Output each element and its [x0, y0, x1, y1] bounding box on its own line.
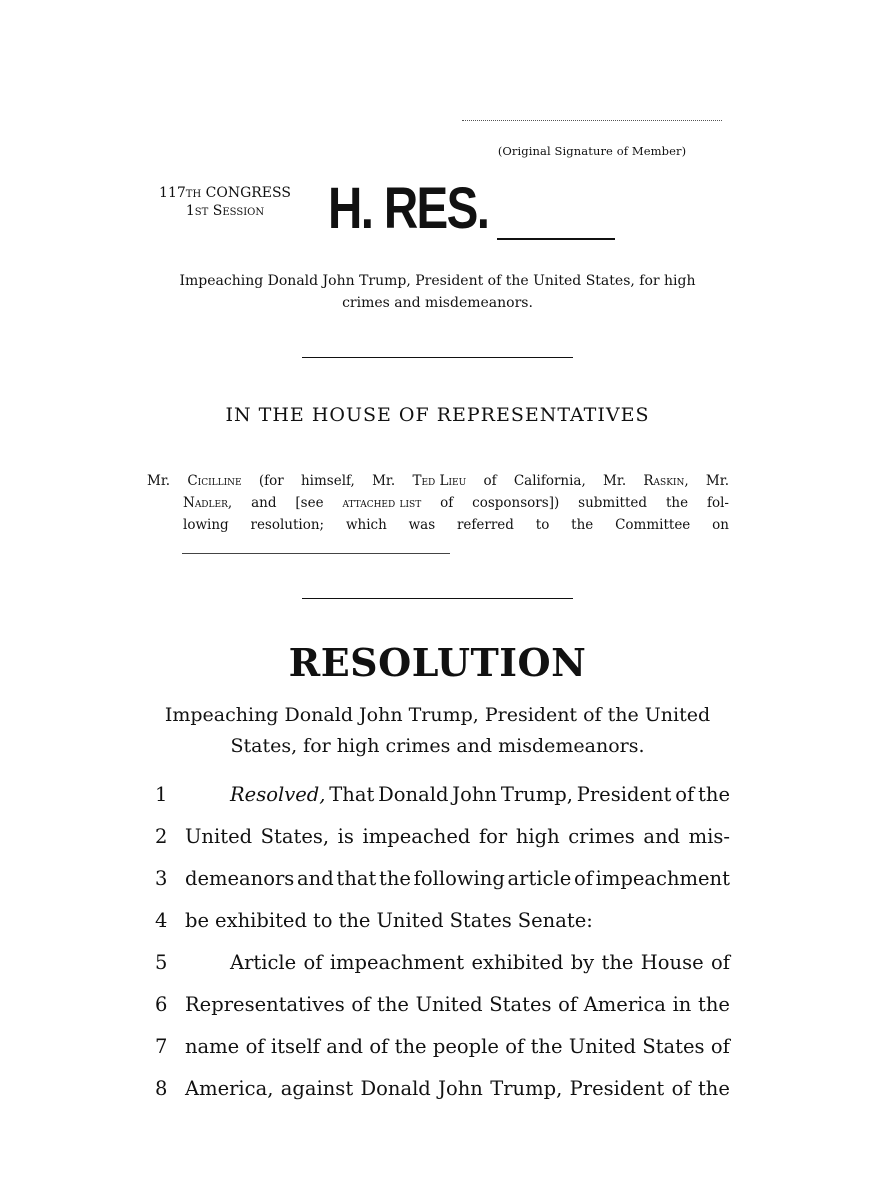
divider-rule-2	[302, 598, 573, 599]
line-text	[185, 990, 730, 1020]
sponsor-name: Cicilline	[187, 473, 242, 489]
word: United	[185, 825, 253, 848]
word: That	[329, 783, 375, 806]
word: mis-	[688, 825, 730, 848]
cosponsor-name: Nadler,	[183, 495, 233, 511]
session-number: 1	[185, 203, 195, 219]
word: of	[505, 1035, 525, 1058]
word: States,	[260, 825, 330, 848]
line-number: 4	[155, 909, 168, 932]
word: America,	[185, 1077, 274, 1100]
word: impeached	[362, 825, 471, 848]
line-number: 1	[155, 783, 168, 806]
word: United	[568, 1035, 636, 1058]
resolution-body	[155, 780, 730, 1116]
word: of	[573, 867, 593, 890]
signature-caption: (Original Signature of Member)	[497, 144, 687, 158]
word: demeanors	[185, 867, 295, 890]
word: the	[338, 909, 371, 932]
word: against	[280, 1077, 354, 1100]
word: crimes	[568, 825, 635, 848]
resolution-title-line-2: States, for high crimes and misdemeanors.	[230, 735, 645, 757]
word: of	[671, 1077, 691, 1100]
word: of	[303, 951, 323, 974]
line-text	[185, 864, 730, 894]
word: impeachment	[595, 867, 730, 890]
committee-blank-line	[182, 553, 450, 554]
word: the	[697, 993, 730, 1016]
word: of	[558, 993, 578, 1016]
word: States	[489, 993, 552, 1016]
line-number: 7	[155, 1035, 168, 1058]
resolution-title-line-1: Impeaching Donald John Trump, President of the United	[164, 704, 711, 726]
word: the	[379, 867, 411, 890]
word: of	[369, 1035, 389, 1058]
word: the	[601, 951, 634, 974]
word: and	[326, 1035, 363, 1058]
line-text	[185, 1032, 730, 1062]
word: Article	[230, 951, 297, 974]
word: itself	[270, 1035, 320, 1058]
numbered-line	[155, 1032, 730, 1074]
sponsor-line-3: lowing resolution; which was referred to the Committee on	[183, 517, 729, 533]
word: of	[245, 1035, 265, 1058]
word: impeachment	[329, 951, 465, 974]
word: that	[336, 867, 377, 890]
word: in	[672, 993, 692, 1016]
word: following	[413, 867, 505, 890]
line-text	[185, 1074, 730, 1104]
line-text	[185, 822, 730, 852]
line-number: 8	[155, 1077, 168, 1100]
word: of	[710, 1035, 730, 1058]
word: exhibited	[215, 909, 307, 932]
word: name	[185, 1035, 240, 1058]
chamber-heading: IN THE HOUSE OF REPRESENTATIVES	[225, 404, 650, 426]
word: John	[438, 1077, 483, 1100]
resolution-title	[150, 700, 725, 762]
cosponsor-name: Ted Lieu	[412, 473, 467, 489]
word: House	[640, 951, 704, 974]
congress-number: 117	[159, 185, 186, 201]
word: Donald	[378, 783, 449, 806]
word: the	[530, 1035, 563, 1058]
word: America	[583, 993, 666, 1016]
word: high	[515, 825, 560, 848]
word: Trump,	[490, 1077, 563, 1100]
word: by	[570, 951, 595, 974]
short-title-line-2: crimes and misdemeanors.	[342, 295, 533, 311]
word: of	[351, 993, 371, 1016]
line-number: 2	[155, 825, 168, 848]
numbered-line	[155, 990, 730, 1032]
line-number: 3	[155, 867, 168, 890]
sponsor-line-1: Mr. Cicilline (for himself, Mr. Ted Lieu of California, Mr. Raskin, Mr.	[147, 470, 729, 492]
congress-label	[130, 184, 320, 202]
short-title	[150, 270, 725, 314]
word: States	[449, 909, 512, 932]
word: States	[642, 1035, 705, 1058]
numbered-line	[155, 1074, 730, 1116]
resolution-heading: RESOLUTION	[288, 640, 587, 685]
word: be	[185, 909, 210, 932]
line-number: 6	[155, 993, 168, 1016]
line-text	[185, 906, 730, 936]
word: the	[377, 993, 409, 1016]
word: article	[507, 867, 572, 890]
bill-number-blank	[497, 238, 615, 240]
sponsor-paragraph	[147, 470, 729, 536]
word: United	[415, 993, 483, 1016]
congress-word: CONGRESS	[205, 185, 291, 201]
congress-session-block	[130, 184, 320, 220]
word: President	[569, 1077, 665, 1100]
line-text	[185, 780, 730, 810]
word: John	[452, 783, 497, 806]
divider-rule-1	[302, 357, 573, 358]
word: and	[297, 867, 334, 890]
line-number: 5	[155, 951, 168, 974]
word: the	[697, 1077, 730, 1100]
session-suffix: st	[194, 203, 209, 219]
congress-suffix: th	[185, 185, 202, 201]
word: of	[675, 783, 695, 806]
word: United	[376, 909, 444, 932]
word: Trump,	[500, 783, 573, 806]
attached-list-label: attached list	[342, 495, 422, 511]
numbered-line	[155, 822, 730, 864]
word: of	[710, 951, 730, 974]
numbered-line	[155, 948, 730, 990]
word: President	[576, 783, 672, 806]
word: to	[312, 909, 333, 932]
word: Representatives	[185, 993, 345, 1016]
short-title-line-1: Impeaching Donald John Trump, President of the United States, for high	[179, 273, 696, 289]
word: Donald	[360, 1077, 431, 1100]
numbered-line	[155, 780, 730, 822]
numbered-line	[155, 864, 730, 906]
resolved-word: Resolved,	[230, 783, 326, 806]
word: exhibited	[471, 951, 564, 974]
bill-type: H. RES.	[328, 176, 489, 241]
word: is	[337, 825, 354, 848]
session-word: Session	[212, 203, 265, 219]
word: and	[643, 825, 681, 848]
word: Senate:	[517, 909, 593, 932]
cosponsor-name: Raskin,	[643, 473, 689, 489]
word: people	[432, 1035, 499, 1058]
sponsor-line-2: Nadler, and [see attached list of cosponsors]) submitted the fol-	[147, 492, 729, 514]
session-label	[130, 202, 320, 220]
numbered-line	[155, 906, 730, 948]
signature-line	[462, 120, 722, 121]
line-text	[185, 948, 730, 978]
word: the	[394, 1035, 427, 1058]
word: the	[698, 783, 730, 806]
word: for	[478, 825, 508, 848]
